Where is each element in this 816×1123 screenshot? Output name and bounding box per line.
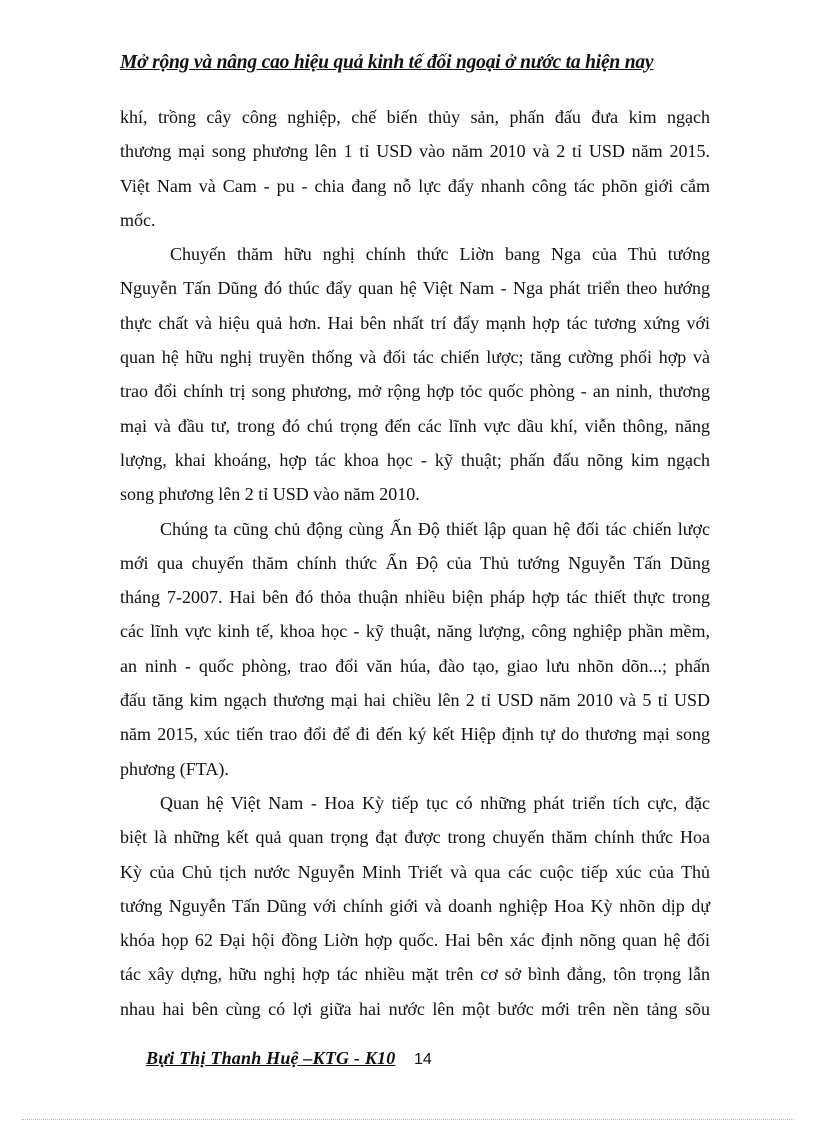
text-line: Quan hệ Việt Nam - Hoa Kỳ tiếp tục có những phát triển tích cực, đặc: [160, 792, 710, 813]
text-line: trao đổi chính trị song phương, mở rộng hợp tỏc quốc phòng - an ninh, thương: [120, 381, 710, 402]
page-header-title: Mở rộng và nâng cao hiệu quả kinh tế đối ngoại ở nước ta hiện nay: [120, 52, 654, 73]
text-line: Chuyến thăm hữu nghị chính thức Liờn bang Nga của Thủ tướng: [170, 244, 710, 265]
text-line: quan hệ hữu nghị truyền thống và đối tác chiến lược; tăng cường phối hợp và: [120, 347, 710, 368]
text-line: nhau hai bên cùng có lợi giữa hai nước lên một bước mới trên nền tảng sõu: [120, 998, 710, 1019]
text-line: tháng 7-2007. Hai bên đó thỏa thuận nhiều biện pháp hợp tác thiết thực trong: [120, 587, 710, 608]
footer-author: Bựi Thị Thanh Huệ –KTG - K10: [146, 1048, 396, 1068]
text-line: đấu tăng kim ngạch thương mại hai chiều lên 2 tỉ USD năm 2010 và 5 tỉ USD: [120, 690, 710, 711]
page-footer: [146, 1048, 432, 1069]
text-line: lượng, khai khoáng, hợp tác khoa học - kỹ thuật; phấn đấu nõng kim ngạch: [120, 449, 710, 470]
text-line: Kỳ của Chủ tịch nước Nguyễn Minh Triết và qua các cuộc tiếp xúc của Thủ: [120, 861, 710, 882]
footer-divider: [22, 1119, 794, 1120]
text-line: các lĩnh vực kinh tế, khoa học - kỹ thuật, năng lượng, công nghiệp phần mềm,: [120, 621, 710, 642]
page-number: 14: [413, 1051, 432, 1068]
text-line: khí, trồng cây công nghiệp, chế biến thủy sản, phấn đấu đưa kim ngạch: [120, 107, 710, 127]
text-line: thương mại song phương lên 1 tỉ USD vào năm 2010 và 2 tỉ USD năm 2015.: [120, 141, 710, 162]
text-line: mới qua chuyến thăm chính thức Ấn Độ của Thủ tướng Nguyễn Tấn Dũng: [120, 552, 710, 573]
text-line: an ninh - quốc phòng, trao đổi văn húa, đào tạo, giao lưu nhõn dõn...; phấn: [120, 655, 710, 676]
text-line: mại và đầu tư, trong đó chú trọng đến các lĩnh vực dầu khí, viễn thông, năng: [120, 415, 710, 436]
text-line: mốc.: [120, 209, 156, 230]
body-text: [120, 100, 710, 1026]
text-line: thực chất và hiệu quả hơn. Hai bên nhất trí đẩy mạnh hợp tác tương xứng với: [120, 312, 710, 333]
text-line: biệt là những kết quả quan trọng đạt được trong chuyến thăm chính thức Hoa: [120, 827, 710, 848]
text-line: năm 2015, xúc tiến trao đổi để đi đến ký kết Hiệp định tự do thương mại song: [120, 724, 710, 745]
text-line: tác xây dựng, hữu nghị hợp tác nhiều mặt trên cơ sở bình đẳng, tôn trọng lẫn: [120, 964, 710, 985]
text-line: Nguyễn Tấn Dũng đó thúc đẩy quan hệ Việt Nam - Nga phát triển theo hướng: [120, 278, 710, 299]
text-line: khóa họp 62 Đại hội đồng Liờn hợp quốc. Hai bên xác định nõng quan hệ đối: [120, 930, 710, 951]
text-line: phương (FTA).: [120, 758, 229, 779]
text-line: tướng Nguyễn Tấn Dũng với chính giới và doanh nghiệp Hoa Kỳ nhõn dịp dự: [120, 895, 710, 916]
text-line: Chúng ta cũng chủ động cùng Ấn Độ thiết lập quan hệ đối tác chiến lược: [160, 518, 710, 539]
text-line: Việt Nam và Cam - pu - chia đang nỗ lực đẩy nhanh công tác phõn giới cắm: [120, 175, 710, 196]
text-line: song phương lên 2 tỉ USD vào năm 2010.: [120, 484, 420, 505]
